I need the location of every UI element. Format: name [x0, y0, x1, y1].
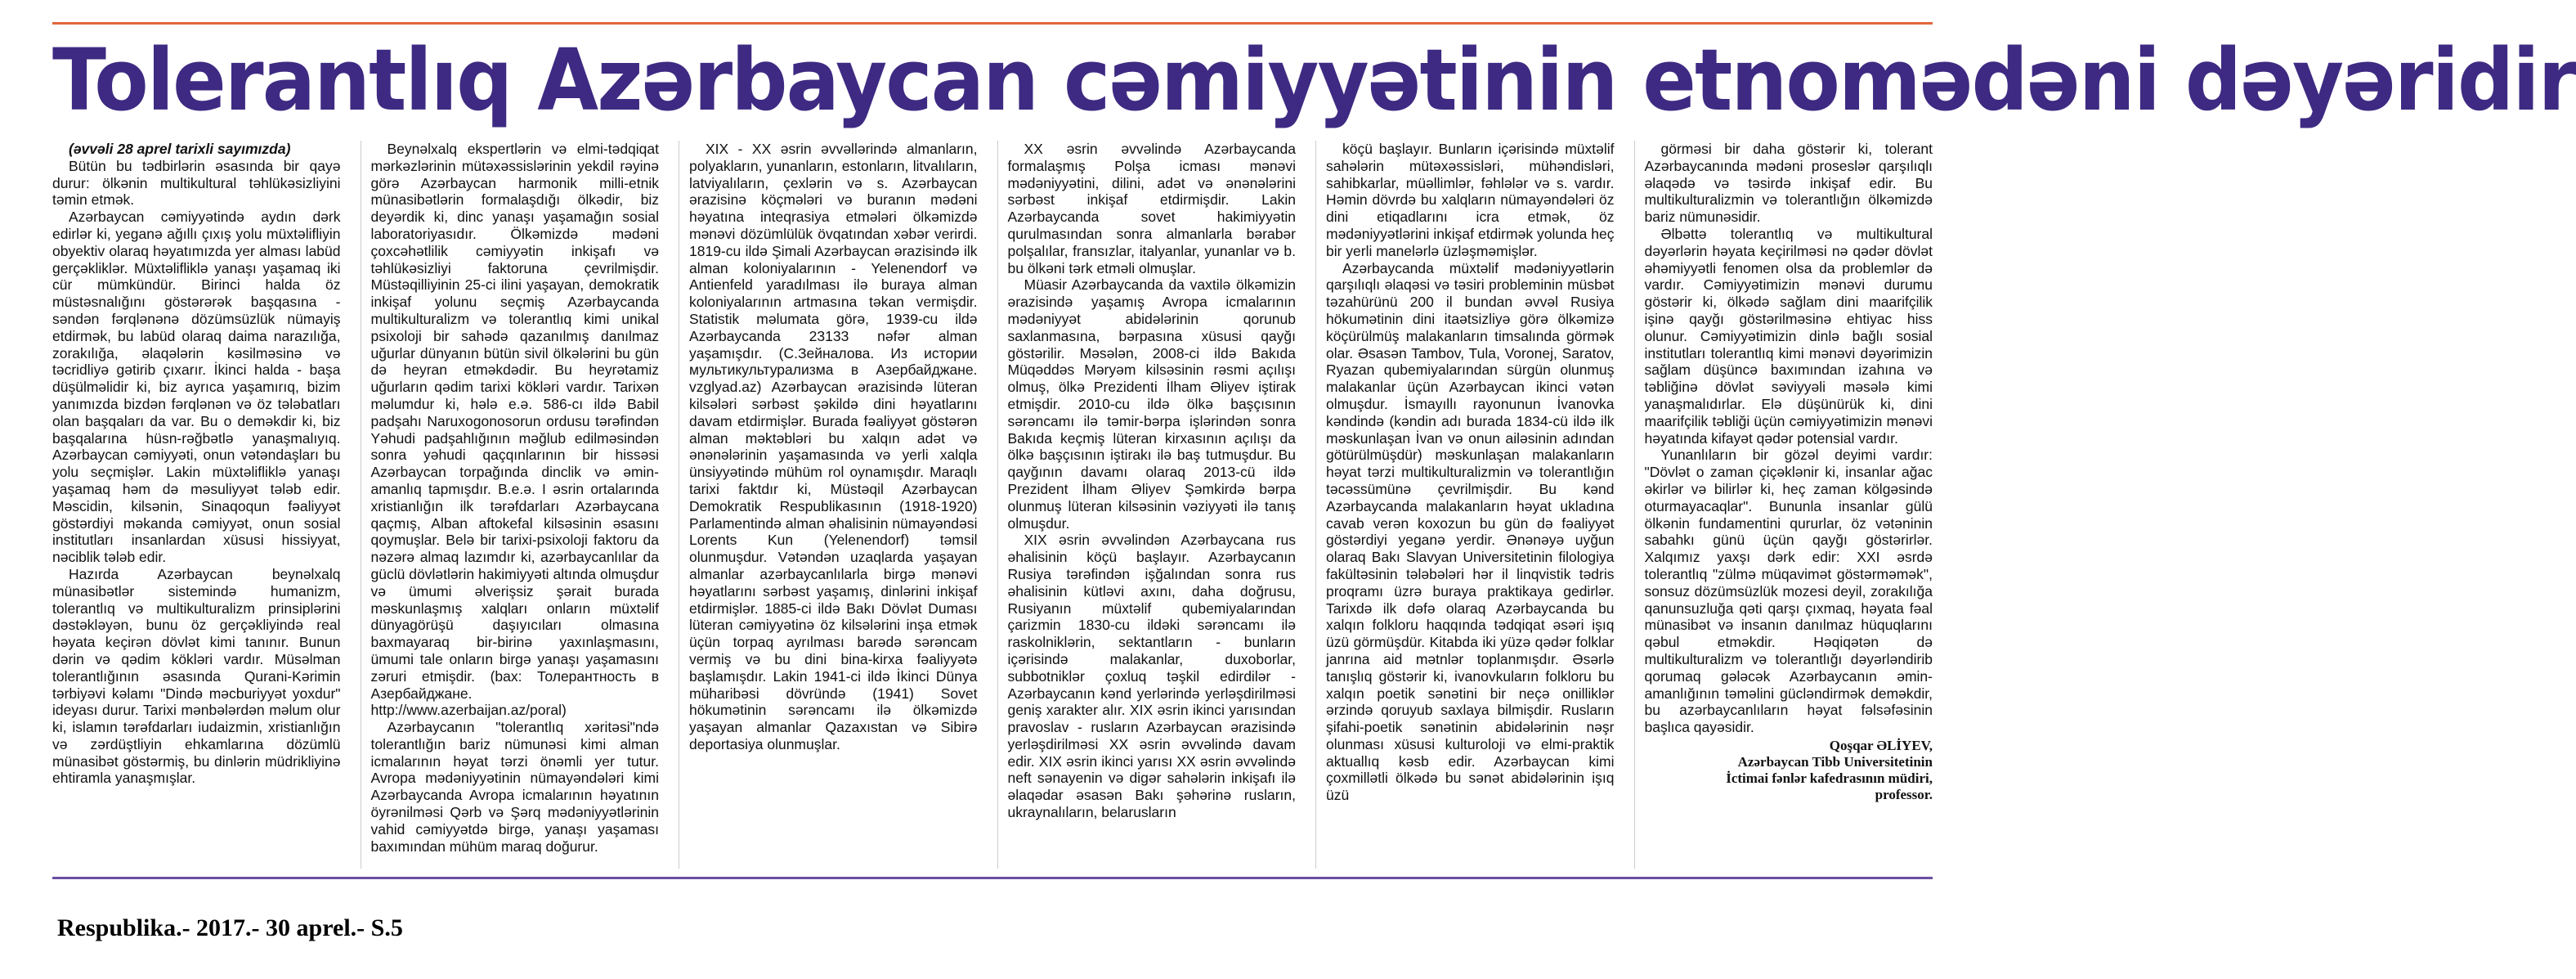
paragraph: Azərbaycanın "tolerantlıq xəritəsi"ndə tolerantlığın bariz nümunəsi kimi alman icmalarının həyat tərzi önəmli yer tutur. Avropa mədəniyyətinin nümayəndələri kimi Azərbaycanda Avropa icmalarının həyatının öyrənilməsi Qərb və Şərq mədəniyyətlərinin vahid cəmiyyətdə birgə, yanaşı yaşaması baxımından mühüm maraq doğurur.: [370, 719, 659, 855]
paragraph: köçü başlayır. Bunların içərisində müxtəlif sahələrin mütəxəssisləri, mühəndisləri, sahibkarlar, müəllimlər, fəhlələr və s. vardır. Həmin dövrdə bu xalqların nümayəndələri öz dini etiqadlarını icra etmək, öz mədəniyyətlərini inkişaf etdirmək yolunda heç bir yerli manelərlə üzləşməmişlər.: [1326, 141, 1615, 259]
article-headline: Tolerantlıq Azərbaycan cəmiyyətinin etnomədəni dəyəridir: [52, 30, 2576, 130]
paragraph: Beynəlxalq ekspertlərin və elmi-tədqiqat mərkəzlərinin mütəxəssislərinin yekdil rəyinə görə Azərbaycan harmonik milli-etnik münasibətlərin formalaşdığı ölkədir, biz deyərdik ki, dinc yanaşı yaşamağın sosial laboratoriyasıdır. Ölkəmizdə mədəni çoxcəhətlilik cəmiyyətin inkişafı və təhlükəsizliyi faktoruna çevrilmişdir. Müstəqilliyinin 25-ci ilini yaşayan, demokratik inkişaf yolunu seçmiş Azərbaycanda multikulturalizm və tolerantlıq kimi unikal psixoloji bir sahədə qazanılmış danılmaz uğurlar dünyanın bütün sivil ölkələrini bu gün də heyran etməkdədir. Bu heyrətamiz uğurların qədim tarixi kökləri vardır. Tarixən məlumdur ki, hələ e.ə. 586-cı ildə Babil padşahı Naruxogonosorun ordusu tərəfindən Yəhudi padşahlığının məğlub edilməsindən sonra yəhudi qaçqınlarının bir hissəsi Azərbaycan torpağında dinclik və əmin-amanlıq tapmışdır. B.e.ə. I əsrin ortalarında xristianlığın ilk tərəfdarları Azərbaycana qaçmış, Alban aftokefal kilsəsinin əsasını qoymuşlar. Belə bir tarixi-psixoloji faktoru da nəzərə almaq lazımdır ki, azərbaycanlılar da güclü dövlətlərin hakimiyyəti altında olmuşdur və ümumi əlverişsiz şərait burada məskunlaşmış xalqları onların müxtəlif dünyagörüşü daşıyıcıları olmasına baxmayaraq bir-birinə yaxınlaşmasını, ümumi tale onların birgə yanaşı yaşamasını zəruri etmişdir. (bax: Толерантность в Азербайджане. http://www.azerbaijan.az/poral): [370, 141, 659, 719]
paragraph: XX əsrin əvvəlində Azərbaycanda formalaşmış Polşa icması mənəvi mədəniyyətini, dilini, adət və ənənələrini sərbəst inkişaf etdirmişdir. Lakin Azərbaycanda sovet hakimiyyətin qurulmasından sonra almanlarla bərabər polşalılar, fransızlar, italyanlar, yunanlar və b. bu ölkəni tərk etməli olmuşlar.: [1007, 141, 1296, 276]
paragraph: XIX - XX əsrin əvvəllərində almanların, polyakların, yunanların, estonların, litvalıların, latviyalıların, çexlərin və s. Azərbaycan ərazisinə köçmələri və buranın mədəni həyatına inteqrasiya etmələri ölkəmizdə mənəvi dözümlülük övqatından xəbər verirdi. 1819-cu ildə Şimali Azərbaycan ərazisində ilk alman koloniyalarının - Yelenendorf və Antienfeld yaradılması ilə buraya alman koloniyalarının artmasına təkan vermişdir. Statistik məlumata görə, 1939-cu ildə Azərbaycanda 23133 nəfər alman yaşamışdır. (С.Зейналова. Из истории мультикультурализма в Азербайджане. vzglyad.az) Azərbaycan ərazisində lüteran kilsələri sərbəst şəkildə dini həyatlarını davam etdirmişlər. Burada fəaliyyət göstərən alman məktəbləri bu xalqın adət və ənənələrinin yaşamasında və yerli xalqla ünsiyyətində mühüm rol oynamışdır. Maraqlı tarixi faktdır ki, Müstəqil Azərbaycan Demokratik Respublikasının (1918-1920) Parlamentində alman əhalisinin nümayəndəsi Lorents Kun (Yelenendorf) təmsil olunmuşdur. Vətəndən uzaqlarda yaşayan almanlar azərbaycanlılarla birgə mənəvi həyatlarını sərbəst yaşamış, dinlərini inkişaf etdirmişlər. 1885-ci ildə Bakı Dövlət Duması lüteran cəmiyyətinə öz kilsələrini inşa etmək üçün torpaq ayrılması barədə sərəncam vermiş və bu dini bina-kirxa fəaliyyətə başlamışdır. Lakin 1941-ci ildə İkinci Dünya müharibəsi dövründə (1941) Sovet hökumətinin sərəncamı ilə ölkəmizdə yaşayan almanlar Qazaxıstan və Sibirə deportasiya olunmuşlar.: [689, 141, 978, 752]
paragraph: Azərbaycan cəmiyyətində aydın dərk edirlər ki, yeganə ağıllı çıxış yolu müxtəlifliyin obyektiv olaraq həyatımızda yer alması labüd gerçəkliklər. Müxtəlifliklə yanaşı yaşamaq iki cür mümkündür. Birinci halda öz müstəsnalığını göstərərək başqasına - səndən fərqlənənə dözümsüzlük nümayiş etdirmək, bu labüd olaraq daima narazılığa, zorakılığa, əlaqələrin kəsilməsinə və təcridliyə gətirib çıxarır. İkinci halda - başa düşülməlidir ki, biz ayrıca yaşamırıq, bizim yanımızda bizdən fərqlənən və öz tələbatları olan başqaları da var. Bu o deməkdir ki, biz başqalarına hüsn-rəğbətlə yanaşmalıyıq. Azərbaycan cəmiyyəti, onun vətəndaşları bu yolu seçmişlər. Lakin müxtəlifliklə yanaşı yaşamaq həm də məsuliyyət tələb edir. Məscidin, kilsənin, Sinaqoqun fəaliyyət göstərdiyi məkanda cəmiyyət, onun sosial institutları insanlardan xüsusi hissiyyat, nəciblik tələb edir.: [52, 209, 341, 566]
top-rule: [52, 22, 1933, 25]
article-column-4: [997, 141, 1297, 869]
paragraph: Hazırda Azərbaycan beynəlxalq münasibətlər sistemində humanizm, tolerantlıq və multikulturalizm prinsiplərini dəstəkləyən, bunu öz gerçəkliyində real həyata keçirən dövlət kimi tanınır. Bunun dərin və qədim kökləri vardır. Müsəlman tolerantlığının əsasında Qurani-Kərimin tərbiyəvi kəlamı "Dində məcburiyyət yoxdur" ideyası durur. Tarixi mənbələrdən məlum olur ki, islamın tərəfdarları iudaizmin, xristianlığın və zərdüştliyin ehkamlarına dözümlü münasibət göstərmiş, bu dinlərin müdrikliyinə ehtiramla yanaşmışlar.: [52, 565, 341, 787]
article-column-3: [679, 141, 978, 869]
source-citation: Respublika.- 2017.- 30 aprel.- S.5: [57, 914, 403, 941]
author-name: Qoşqar ƏLİYEV,: [1829, 737, 1933, 753]
author-affiliation-line: Azərbaycan Tibb Universitetinin: [1737, 753, 1933, 770]
continuation-note: (əvvəli 28 aprel tarixli sayımızda): [69, 141, 291, 157]
author-affiliation-line: İctimai fənlər kafedrasının müdiri,: [1726, 770, 1933, 786]
bottom-rule: [52, 877, 1933, 879]
paragraph: Azərbaycanda müxtəlif mədəniyyətlərin qarşılıqlı əlaqəsi və təsiri probleminin müsbət təzahürünü 200 il bundan əvvəl Rusiya hökumətinin dini itaətsizliyə görə ölkəmizə köçürülmüş malakanların timsalında görmək olar. Əsasən Tambov, Tula, Voronej, Saratov, Ryazan qubemiyalarından sürgün olunmuş malakanlar üçün Azərbaycan ikinci vətən olmuşdur. İsmayıllı rayonunun İvanovka kəndində (kəndin adı burada 1834-cü ildə ilk məskunlaşan İvan və onun ailəsinin adından götürülmüşdür) məskunlaşan malakanların həyat tərzi multikulturalizmin və tolerantlığın təcəssümünə çevrilmişdir. Bu kənd Azərbaycanda malakanların həyat ukladına cavab verən koxozun bu gün də fəaliyyət göstərdiyi yeganə yerdir. Ənənəyə uyğun olaraq Bakı Slavyan Universitetinin filologiya fakültəsinin tələbələri hər il linqvistik tədris proqramı üzrə buraya praktikaya gedirlər. Tarixdə ilk dəfə olaraq Azərbaycanda bu xalqın folkloru haqqında tədqiqat əsəri işıq üzü görmüşdür. Kitabda iki yüzə qədər folklar janrına aid mətnlər toplanmışdır. Əsərlə tanışlıq göstərir ki, ivanovkuların folkloru bu xalqın poetik sənətini bir neçə onilliklər ərzində qoruyub saxlaya bilmişdir. Rusların şifahi-poetik sənətinin abidələrinin nəşr olunması xüsusi kulturoloji və elmi-praktik aktuallıq kəsb edir. Azərbaycan kimi çoxmillətli ölkədə bu sənət abidələrinin işıq üzü: [1326, 259, 1615, 804]
article-column-5: [1315, 141, 1615, 869]
article-body: [52, 141, 1933, 869]
article-column-2: [361, 141, 660, 869]
paragraph: XIX əsrin əvvəlindən Azərbaycana rus əhalisinin köçü başlayır. Azərbaycanın Rusiya tərəfindən işğalından sonra rus əhalisinin kütləvi axını, daha doğrusu, Rusiyanın müxtəlif qubemiyalarından çarizmin 1830-cu ildəki sərəncamı ilə raskolniklərin, sektantların - bunların içərisində malakanlar, duxoborlar, subbotniklər çoxluq təşkil edirdilər - Azərbaycanın kənd yerlərində yerləşdirilməsi geniş xarakter alır. XIX əsrin ikinci yarısından pravoslav - rusların Azərbaycan ərazisində yerləşdirilməsi XX əsrin əvvəlində davam edir. XIX əsrin ikinci yarısı XX əsrin əvvəlində neft sənayenin və digər sahələrin inkişafı ilə əlaqədar əsasən Bakı şəhərinə rusların, ukraynalıların, belarusların: [1007, 532, 1296, 821]
paragraph: Müasir Azərbaycanda da vaxtilə ölkəmizin ərazisində yaşamış Avropa icmalarının mədəniyyət abidələrinin qorunub saxlanmasına, bərpasına xüsusi qayğı göstərilir. Məsələn, 2008-ci ildə Bakıda Müqəddəs Məryəm kilsəsinin rəsmi açılışı olmuş, ölkə Prezidenti İlham Əliyev iştirak etmişdir. 2010-cu ildə ölkə başçısının sərəncamı ilə təmir-bərpa işlərindən sonra Bakıda keçmiş lüteran kirxasının açılışı da ölkə başçısının iştirakı ilə baş tutmuşdur. Bu qayğının davamı olaraq 2013-cü ildə Prezident İlham Əliyev Şəmkirdə bərpa olunmuş lüteran kilsəsinin vəziyyəti ilə tanış olmuşdur.: [1007, 276, 1296, 532]
author-title: professor.: [1875, 786, 1933, 802]
author-signature: [1645, 738, 1933, 803]
paragraph: Bütün bu tədbirlərin əsasında bir qayə durur: ölkənin multikultural təhlükəsizliyini təmin etmək.: [52, 157, 341, 209]
paragraph: Yunanlıların bir gözəl deyimi vardır: "Dövlət o zaman çiçəklənir ki, insanlar ağac əkirlər və bilirlər ki, heç zaman kölgəsində oturmayacaqlar". Bununla insanlar gülü ölkənin fundamentini qururlar, öz vətəninin sabahkı günü üçün qayğı göstərirlər. Xalqımız yaxşı dərk edir: XXI əsrdə tolerantlıq "zülmə müqavimət göstərməmək", sonsuz dözümsüzlük mozesi deyil, zorakılığa qanunsuzluğa qəti qarşı çıxmaq, həyata fəal münasibət və insanın danılmaz hüquqlarını qəbul etməkdir. Həqiqətən də multikulturalizm və tolerantlığı dəyərləndirib qorumaq gələcək Azərbaycanın əmin-amanlığının təməlini gücləndirmək deməkdir, bu azərbaycanlıların həyat fəlsəfəsinin başlıca qayəsidir.: [1644, 447, 1933, 736]
article-column-1: [52, 141, 341, 869]
article-column-6: [1634, 141, 1933, 869]
paragraph: görməsi bir daha göstərir ki, tolerant Azərbaycanında mədəni proseslər qarşılıqlı əlaqədə və təsirdə inkişaf edir. Bu multikulturalizmin və tolerantlığın ölkəmizdə bariz nümunəsidir.: [1644, 141, 1933, 226]
paragraph: Əlbəttə tolerantlıq və multikultural dəyərlərin həyata keçirilməsi nə qədər dövlət əhəmiyyətli fenomen olsa da problemlər də vardır. Cəmiyyətimizin mənəvi durumu göstərir ki, ölkədə sağlam dini maarifçilik işinə qayğı göstərilməsinə ehtiyac hiss olunur. Cəmiyyətimizin dinlə bağlı sosial institutları tolerantlıq kimi mənəvi dəyərimizin sağlam düşüncə baxımından izahına və təbliğinə dövlət səviyyəli məsələ kimi yanaşmalıdırlar. Elə düşünürük ki, dini maarifçilik təbliği üçün cəmiyyətimizin mənəvi həyatında kifayət qədər potensial vardır.: [1644, 225, 1933, 447]
